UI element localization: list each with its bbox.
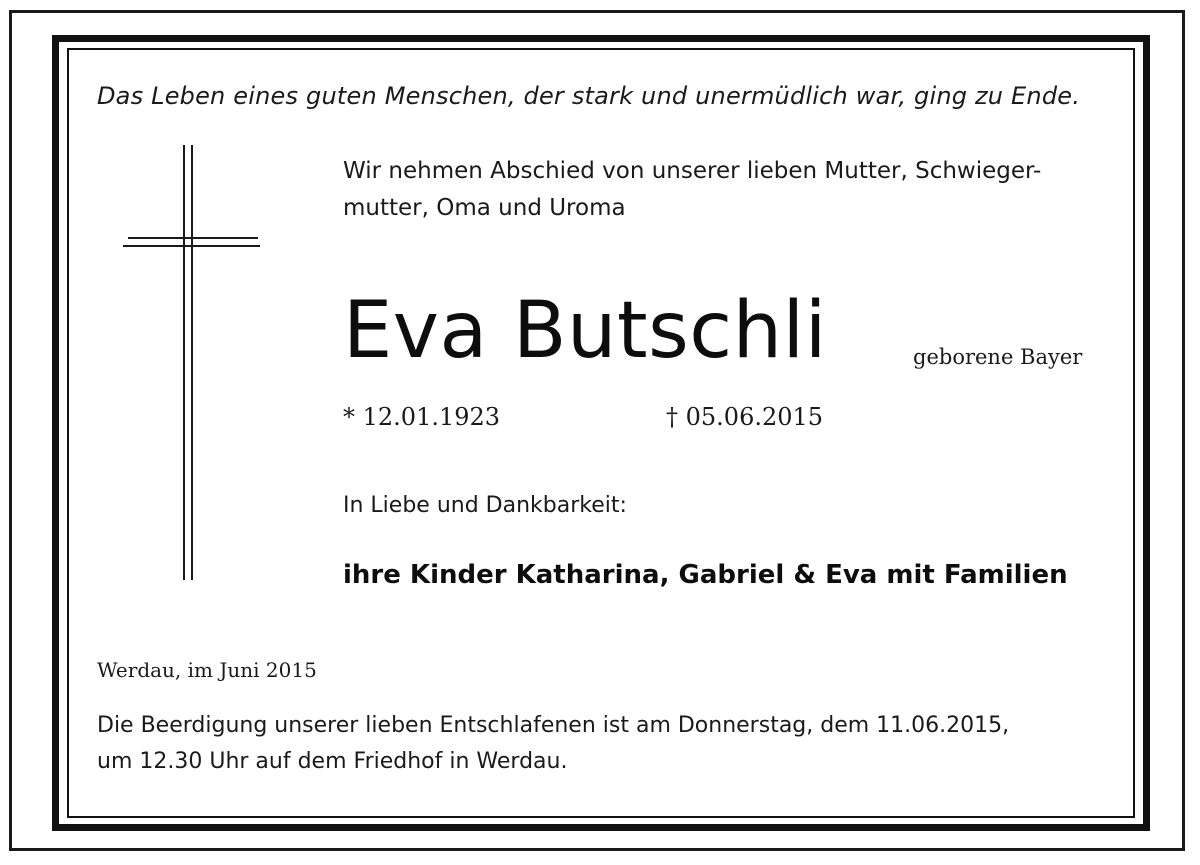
funeral-line-1: Die Beerdigung unserer lieben Entschlafenen ist am Donnerstag, dem 11.06.2015, — [97, 713, 1010, 738]
intro-line-2: mutter, Oma und Uroma — [343, 195, 626, 221]
death-date: † 05.06.2015 — [666, 403, 824, 431]
motto-text: Das Leben eines guten Menschen, der stark und unermüdlich war, ging zu Ende. — [97, 82, 1081, 110]
place-date: Werdau, im Juni 2015 — [97, 658, 317, 682]
family-signature: ihre Kinder Katharina, Gabriel & Eva mit Familien — [343, 560, 1068, 590]
deceased-name: Eva Butschli — [343, 286, 827, 376]
maiden-name: geborene Bayer — [913, 345, 1083, 369]
funeral-line-2: um 12.30 Uhr auf dem Friedhof in Werdau. — [97, 749, 568, 774]
cross-icon — [118, 140, 268, 585]
intro-line-1: Wir nehmen Abschied von unserer lieben Mutter, Schwieger- — [343, 158, 1042, 184]
closing-phrase: In Liebe und Dankbarkeit: — [343, 493, 627, 518]
birth-date: * 12.01.1923 — [343, 403, 501, 431]
